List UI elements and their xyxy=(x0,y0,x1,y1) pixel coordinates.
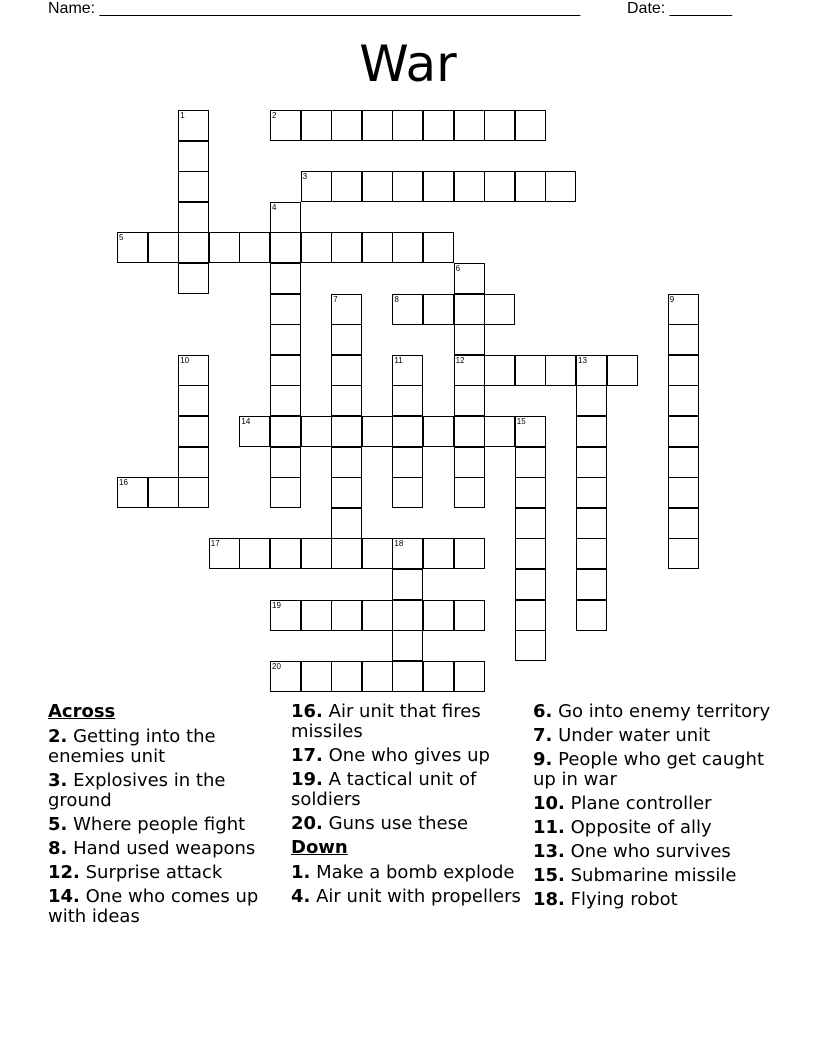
grid-cell[interactable] xyxy=(331,447,362,478)
grid-cell[interactable] xyxy=(454,324,485,355)
clue-number: 16. xyxy=(291,701,323,722)
grid-cell[interactable] xyxy=(668,416,699,447)
cell-number: 5 xyxy=(119,233,124,243)
grid-cell[interactable] xyxy=(270,294,301,325)
grid-cell[interactable] xyxy=(392,477,423,508)
cell-number: 15 xyxy=(516,417,526,426)
grid-cell[interactable] xyxy=(178,447,209,478)
grid-cell[interactable] xyxy=(454,416,485,447)
cell-number: 12 xyxy=(455,355,465,365)
grid-cell[interactable] xyxy=(668,447,699,478)
grid-cell[interactable] xyxy=(576,569,607,600)
cell-number: 2 xyxy=(272,111,277,120)
grid-cell[interactable] xyxy=(270,538,301,569)
grid-cell[interactable] xyxy=(668,477,699,508)
date-field-label: Date: _______ xyxy=(627,0,732,17)
grid-cell[interactable] xyxy=(362,232,393,263)
grid-cell[interactable] xyxy=(270,447,301,478)
grid-cell[interactable] xyxy=(178,202,209,233)
clue-number: 7. xyxy=(533,725,553,746)
down-clue xyxy=(533,750,773,790)
grid-cell[interactable] xyxy=(270,355,301,386)
grid-cell[interactable] xyxy=(178,141,209,172)
grid-cell[interactable] xyxy=(515,171,546,202)
grid-cell[interactable] xyxy=(362,110,393,141)
grid-cell[interactable] xyxy=(668,508,699,539)
grid-cell[interactable] xyxy=(515,477,546,508)
grid-cell[interactable] xyxy=(178,263,209,294)
grid-cell[interactable] xyxy=(668,294,699,325)
clue-number: 11. xyxy=(533,817,565,838)
across-clue xyxy=(291,746,531,766)
grid-cell[interactable] xyxy=(301,110,332,141)
clue-text: One who survives xyxy=(570,841,731,862)
grid-cell[interactable] xyxy=(178,232,209,263)
grid-cell[interactable] xyxy=(576,508,607,539)
down-clue xyxy=(533,702,773,722)
grid-cell[interactable] xyxy=(484,110,515,141)
grid-cell[interactable] xyxy=(331,538,362,569)
grid-cell[interactable] xyxy=(301,661,332,692)
grid-cell[interactable] xyxy=(178,171,209,202)
grid-cell[interactable] xyxy=(362,600,393,631)
grid-cell[interactable] xyxy=(331,171,362,202)
grid-cell[interactable] xyxy=(545,171,576,202)
grid-cell[interactable] xyxy=(178,355,209,386)
grid-cell[interactable] xyxy=(392,447,423,478)
clue-number: 4. xyxy=(291,886,311,907)
grid-cell[interactable] xyxy=(270,385,301,416)
grid-cell[interactable] xyxy=(270,202,301,233)
grid-cell[interactable] xyxy=(576,355,607,386)
grid-cell[interactable] xyxy=(423,661,454,692)
clue-text: A tactical unit of soldiers xyxy=(291,769,477,810)
clue-text: Surprise attack xyxy=(85,862,223,883)
grid-cell[interactable] xyxy=(270,110,301,141)
cell-number: 13 xyxy=(578,355,587,365)
clue-text: Plane controller xyxy=(570,793,712,814)
grid-cell[interactable] xyxy=(423,232,454,263)
grid-cell[interactable] xyxy=(423,171,454,202)
page-title: War xyxy=(359,35,457,93)
across-clue xyxy=(48,839,288,859)
cell-number: 9 xyxy=(669,294,675,304)
across-clue xyxy=(291,770,531,810)
grid-cell[interactable] xyxy=(362,416,393,447)
cell-number: 14 xyxy=(241,417,251,426)
grid-cell[interactable] xyxy=(331,232,362,263)
across-clue xyxy=(48,771,288,811)
clue-text: People who get caught up in war xyxy=(533,749,765,790)
grid-cell[interactable] xyxy=(454,538,485,569)
grid-cell[interactable] xyxy=(515,355,546,386)
grid-cell[interactable] xyxy=(668,385,699,416)
clue-text: Explosives in the ground xyxy=(48,770,226,811)
grid-cell[interactable] xyxy=(117,232,148,263)
grid-cell[interactable] xyxy=(392,661,423,692)
grid-cell[interactable] xyxy=(515,110,546,141)
grid-cell[interactable] xyxy=(576,416,607,447)
grid-cell[interactable] xyxy=(545,355,576,386)
grid-cell[interactable] xyxy=(454,263,485,294)
grid-cell[interactable] xyxy=(668,538,699,569)
clue-number: 9. xyxy=(533,749,553,770)
grid-cell[interactable] xyxy=(239,416,270,447)
grid-cell[interactable] xyxy=(301,600,332,631)
clue-number: 8. xyxy=(48,838,68,859)
grid-cell[interactable] xyxy=(515,447,546,478)
grid-cell[interactable] xyxy=(454,110,485,141)
grid-cell[interactable] xyxy=(301,538,332,569)
clue-text: Opposite of ally xyxy=(570,817,712,838)
grid-cell[interactable] xyxy=(301,171,332,202)
down-clue xyxy=(291,863,531,883)
cell-number: 7 xyxy=(333,294,338,304)
grid-cell[interactable] xyxy=(270,263,301,294)
grid-cell[interactable] xyxy=(515,508,546,539)
grid-cell[interactable] xyxy=(331,324,362,355)
grid-cell[interactable] xyxy=(668,355,699,386)
grid-cell[interactable] xyxy=(607,355,638,386)
cell-number: 16 xyxy=(119,478,128,488)
cell-number: 17 xyxy=(210,539,220,549)
grid-cell[interactable] xyxy=(178,477,209,508)
grid-cell[interactable] xyxy=(270,600,301,631)
grid-cell[interactable] xyxy=(270,324,301,355)
cell-number: 20 xyxy=(272,661,281,671)
clue-number: 17. xyxy=(291,745,323,766)
grid-cell[interactable] xyxy=(392,110,423,141)
grid-cell[interactable] xyxy=(117,477,148,508)
clue-number: 2. xyxy=(48,726,68,747)
clue-number: 15. xyxy=(533,865,565,886)
grid-cell[interactable] xyxy=(301,232,332,263)
clue-text: Hand used weapons xyxy=(73,838,256,859)
grid-cell[interactable] xyxy=(178,416,209,447)
clue-number: 6. xyxy=(533,701,553,722)
grid-cell[interactable] xyxy=(454,477,485,508)
grid-cell[interactable] xyxy=(392,385,423,416)
grid-cell[interactable] xyxy=(454,385,485,416)
grid-cell[interactable] xyxy=(515,416,546,447)
cell-number: 6 xyxy=(455,264,461,273)
grid-cell[interactable] xyxy=(270,416,301,447)
down-clue xyxy=(533,726,773,746)
grid-cell[interactable] xyxy=(239,232,270,263)
grid-cell[interactable] xyxy=(454,355,485,386)
grid-cell[interactable] xyxy=(209,232,240,263)
clues-column-2 xyxy=(291,702,531,911)
cell-number: 18 xyxy=(394,539,404,549)
grid-cell[interactable] xyxy=(454,294,485,325)
grid-cell[interactable] xyxy=(392,600,423,631)
cell-number: 19 xyxy=(272,600,281,610)
clue-number: 1. xyxy=(291,862,311,883)
clue-text: Under water unit xyxy=(558,725,711,746)
grid-cell[interactable] xyxy=(454,600,485,631)
grid-cell[interactable] xyxy=(331,416,362,447)
clue-number: 19. xyxy=(291,769,323,790)
grid-cell[interactable] xyxy=(576,600,607,631)
down-clue xyxy=(291,887,531,907)
grid-cell[interactable] xyxy=(392,232,423,263)
clue-text: One who gives up xyxy=(328,745,490,766)
grid-cell[interactable] xyxy=(362,538,393,569)
clue-number: 3. xyxy=(48,770,68,791)
clue-number: 13. xyxy=(533,841,565,862)
clue-text: Where people fight xyxy=(73,814,246,835)
grid-cell[interactable] xyxy=(668,324,699,355)
clues-column-1 xyxy=(48,702,288,931)
grid-cell[interactable] xyxy=(392,171,423,202)
grid-cell[interactable] xyxy=(484,171,515,202)
across-clue xyxy=(48,815,288,835)
grid-cell[interactable] xyxy=(515,630,546,661)
cell-number: 1 xyxy=(180,111,185,120)
grid-cell[interactable] xyxy=(331,110,362,141)
grid-cell[interactable] xyxy=(392,416,423,447)
clue-number: 12. xyxy=(48,862,80,883)
clue-number: 20. xyxy=(291,813,323,834)
clue-text: Air unit that fires missiles xyxy=(291,701,481,742)
grid-cell[interactable] xyxy=(331,355,362,386)
clues-column-3 xyxy=(533,702,773,914)
cell-number: 3 xyxy=(302,172,308,182)
clue-text: Go into enemy territory xyxy=(558,701,771,722)
cell-number: 10 xyxy=(180,355,190,365)
clue-number: 10. xyxy=(533,793,565,814)
across-clue xyxy=(48,863,288,883)
grid-cell[interactable] xyxy=(331,294,362,325)
grid-cell[interactable] xyxy=(576,538,607,569)
grid-cell[interactable] xyxy=(576,447,607,478)
grid-cell[interactable] xyxy=(423,294,454,325)
grid-cell[interactable] xyxy=(515,538,546,569)
grid-cell[interactable] xyxy=(209,538,240,569)
clue-text: One who comes up with ideas xyxy=(48,886,259,927)
grid-cell[interactable] xyxy=(178,385,209,416)
across-clue xyxy=(48,887,288,927)
grid-cell[interactable] xyxy=(239,538,270,569)
grid-cell[interactable] xyxy=(484,294,515,325)
across-clue xyxy=(48,727,288,767)
grid-cell[interactable] xyxy=(178,110,209,141)
clue-text: Make a bomb explode xyxy=(316,862,515,883)
down-clue xyxy=(533,890,773,910)
cell-number: 4 xyxy=(272,202,277,212)
clue-number: 18. xyxy=(533,889,565,910)
clue-text: Getting into the enemies unit xyxy=(48,726,216,767)
grid-cell[interactable] xyxy=(576,477,607,508)
across-clue xyxy=(291,702,531,742)
grid-cell[interactable] xyxy=(423,416,454,447)
clue-text: Air unit with propellers xyxy=(316,886,521,907)
grid-cell[interactable] xyxy=(362,661,393,692)
grid-cell[interactable] xyxy=(515,569,546,600)
grid-cell[interactable] xyxy=(392,355,423,386)
grid-cell[interactable] xyxy=(576,385,607,416)
grid-cell[interactable] xyxy=(270,232,301,263)
grid-cell[interactable] xyxy=(484,416,515,447)
grid-cell[interactable] xyxy=(331,477,362,508)
down-clue xyxy=(533,842,773,862)
grid-cell[interactable] xyxy=(392,569,423,600)
across-clue xyxy=(291,814,531,834)
grid-cell[interactable] xyxy=(423,600,454,631)
grid-cell[interactable] xyxy=(331,600,362,631)
grid-cell[interactable] xyxy=(423,110,454,141)
grid-cell[interactable] xyxy=(515,600,546,631)
grid-cell[interactable] xyxy=(423,538,454,569)
down-clue xyxy=(533,818,773,838)
grid-cell[interactable] xyxy=(362,171,393,202)
clue-text: Flying robot xyxy=(570,889,678,910)
grid-cell[interactable] xyxy=(392,630,423,661)
grid-cell[interactable] xyxy=(392,538,423,569)
grid-cell[interactable] xyxy=(331,661,362,692)
grid-cell[interactable] xyxy=(454,661,485,692)
name-field-label: Name: ______________________________________________________ xyxy=(48,0,581,17)
grid-cell[interactable] xyxy=(148,232,179,263)
grid-cell[interactable] xyxy=(148,477,179,508)
down-heading: Down xyxy=(291,837,348,858)
down-clue xyxy=(533,794,773,814)
clue-text: Guns use these xyxy=(328,813,469,834)
clue-number: 5. xyxy=(48,814,68,835)
grid-cell[interactable] xyxy=(331,508,362,539)
grid-cell[interactable] xyxy=(454,447,485,478)
cell-number: 8 xyxy=(394,294,399,304)
grid-cell[interactable] xyxy=(270,661,301,692)
clue-number: 14. xyxy=(48,886,80,907)
grid-cell[interactable] xyxy=(301,416,332,447)
grid-cell[interactable] xyxy=(270,477,301,508)
grid-cell[interactable] xyxy=(392,294,423,325)
grid-cell[interactable] xyxy=(331,385,362,416)
clue-text: Submarine missile xyxy=(570,865,737,886)
across-heading: Across xyxy=(48,701,116,722)
grid-cell[interactable] xyxy=(484,355,515,386)
down-clue xyxy=(533,866,773,886)
grid-cell[interactable] xyxy=(454,171,485,202)
cell-number: 11 xyxy=(394,355,403,365)
